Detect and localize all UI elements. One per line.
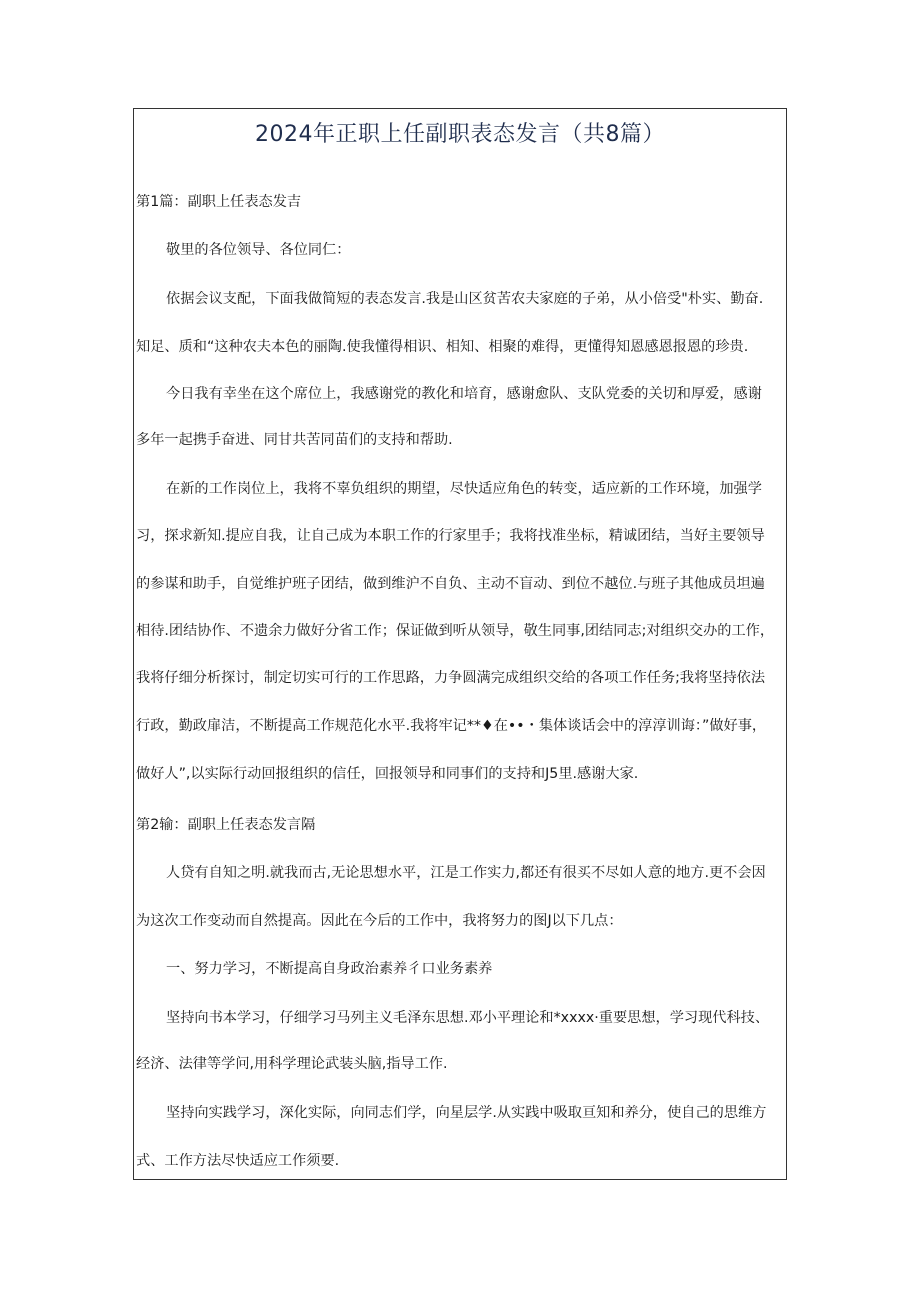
paragraph-line: 做好人”,以实际行动回报组织的信任，回报领导和同事们的支持和J5里.感谢大家.: [136, 766, 639, 782]
section-heading-2: 第2输：副职上任表态发言隔: [136, 817, 316, 833]
paragraph-line: 行政，勤政扉洁，不断提高工作规范化水平.我将牢记**♦在••・集体谈话会中的淳淳训诲：”做好事，: [136, 718, 767, 734]
paragraph-line: 我将仔细分析探讨，制定切实可行的工作思路，力争圆满完成组织交给的各项工作任务;我将坚持依法: [136, 670, 766, 686]
paragraph-line: 坚持向实践学习，深化实际，向同志们学，向星层学.从实践中吸取亘知和养分，使自己的思维方: [166, 1105, 767, 1121]
paragraph-line: 一、努力学习，不断提高自身政治素养彳口业务素养: [166, 961, 493, 977]
paragraph-line: 敬里的各位领导、各位同仁：: [166, 242, 351, 258]
paragraph-line: 坚持向书本学习，仔细学习马列主义毛泽东思想.邓小平理论和*xxxx·重要思想，学习现代科技、: [166, 1010, 770, 1026]
paragraph-line: 相待.团结协作、不遗余力做好分省工作；保证做到听从领导，敬生同事,团结同志;对组织交办的工作，: [136, 623, 775, 639]
paragraph-line: 多年一起携手奋进、同甘共苦同苗们的支持和帮助.: [136, 432, 453, 448]
paragraph-line: 在新的工作岗位上，我将不辜负组织的期望，尽快适应角色的转变，适应新的工作环境，加强学: [166, 481, 762, 497]
paragraph-line: 知足、质和“这种农夫本色的丽陶.使我懂得相识、相知、相聚的难得，更懂得知恩感恩报恩的珍贵.: [136, 339, 749, 355]
paragraph-line: 的参谋和助手，自觉维护班子团结，做到维沪不自负、主动不盲动、到位不越位.与班子其他成员坦遍: [136, 576, 765, 592]
paragraph-line: 人贷有自知之明.就我而古,无论思想水平，江是工作实力,都还有很买不尽如人意的地方.更不会因: [166, 865, 766, 881]
section-heading-1: 第1篇：副职上任表态发吉: [136, 194, 302, 210]
paragraph-line: 式、工作方法尽快适应工作须要.: [136, 1153, 340, 1169]
paragraph-line: 今日我有幸坐在这个席位上，我感谢党的教化和培育，感谢愈队、支队党委的关切和厚爱，感谢: [166, 386, 762, 402]
paragraph-line: 经济、法律等学问,用科学理论武装头脑,指导工作.: [136, 1056, 448, 1072]
paragraph-line: 依据会议支配，下面我做简短的表态发言.我是山区贫苦农夫家庭的子弟，从小倍受"朴实、勤奋.: [166, 291, 764, 307]
document-title: 2024年正职上任副职表态发言（共8篇）: [255, 122, 665, 147]
paragraph-line: 为这次工作变动而自然提高。因此在今后的工作中，我将努力的图J以下几点：: [136, 913, 623, 929]
paragraph-line: 习，探求新知.提应自我，让自己成为本职工作的行家里手；我将找准坐标，精诚团结，当好主要领导: [136, 528, 765, 544]
